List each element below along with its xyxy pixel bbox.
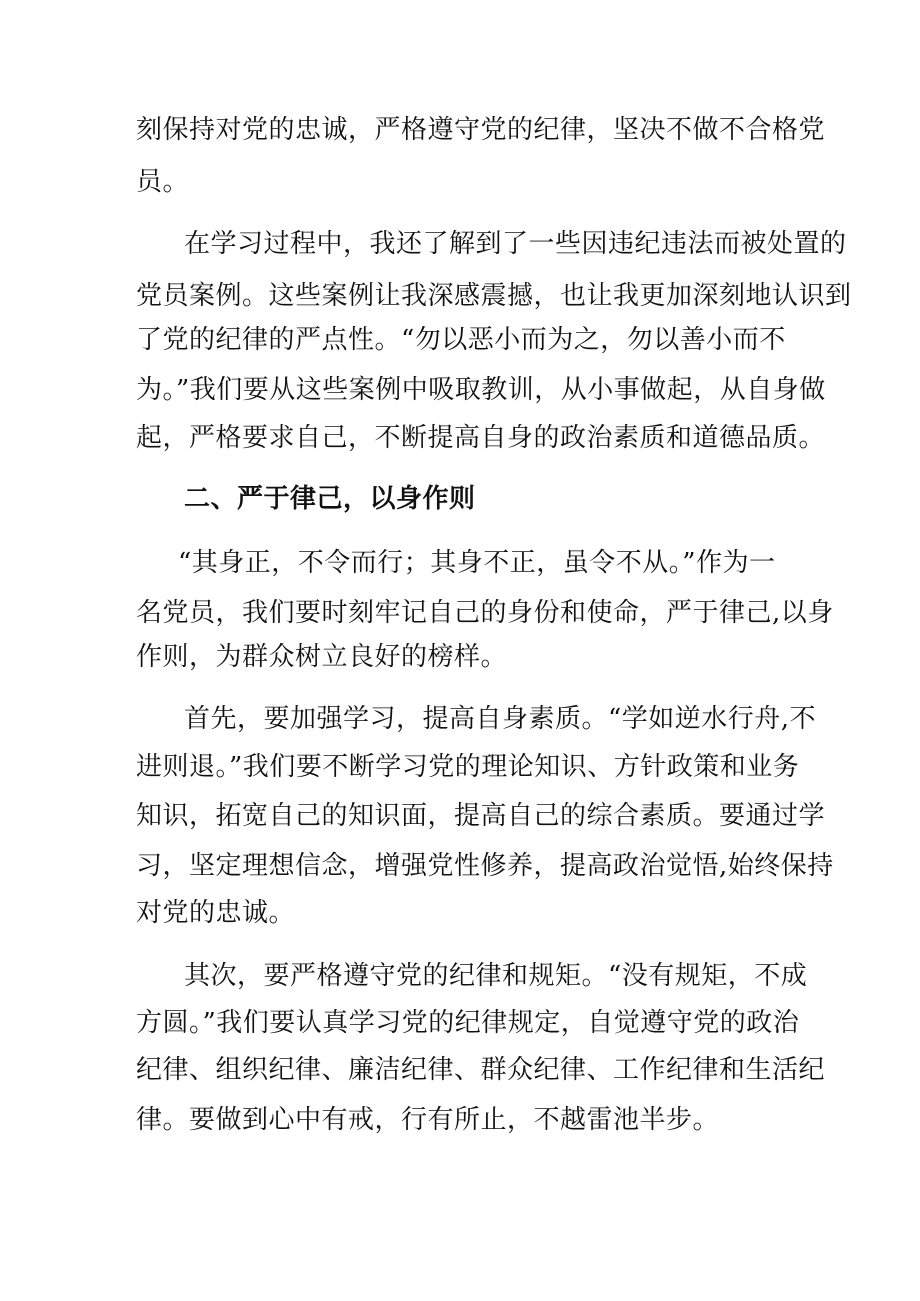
text-line: 刻保持对党的忠诚，严格遵守党的纪律，坚决不做不合格党 — [136, 115, 826, 145]
text-line: 方圆。”我们要认真学习党的纪律规定，自觉遵守党的政治 — [136, 1008, 800, 1038]
text-line: 习，坚定理想信念，增强党性修养，提高政治觉悟,始终保持 — [136, 851, 834, 881]
text-line: 了党的纪律的严点性。“勿以恶小而为之，勿以善小而不 — [136, 325, 786, 355]
text-line: 为。”我们要从这些案例中吸取教训，从小事做起，从自身做 — [136, 375, 826, 405]
text-line: 名党员，我们要时刻牢记自己的身份和使命，严于律己,以身 — [136, 598, 834, 628]
text-line: 首先，要加强学习，提高自身素质。“学如逆水行舟,不 — [184, 704, 817, 734]
text-line: 进则退。”我们要不断学习党的理论知识、方针政策和业务 — [136, 752, 800, 782]
text-line: 律。要做到心中有戒，行有所止，不越雷池半步。 — [136, 1105, 720, 1135]
text-line: 对党的忠诚。 — [136, 898, 296, 928]
section-heading: 二、严于律己，以身作则 — [184, 484, 476, 514]
text-line: 起，严格要求自己，不断提高自身的政治素质和道德品质。 — [136, 423, 826, 453]
text-line: “其身正，不令而行；其身不正，虽令不从。”作为一 — [178, 548, 776, 578]
text-line: 党员案例。这些案例让我深感震撼，也让我更加深刻地认识到 — [136, 281, 852, 311]
text-line: 知识，拓宽自己的知识面，提高自己的综合素质。要通过学 — [136, 801, 826, 831]
text-line: 作则，为群众树立良好的榜样。 — [136, 642, 508, 672]
text-line: 纪律、组织纪律、廉洁纪律、群众纪律、工作纪律和生活纪 — [136, 1055, 826, 1085]
text-line: 在学习过程中，我还了解到了一些因违纪违法而被处置的 — [184, 229, 847, 259]
text-line: 员。 — [136, 167, 190, 197]
text-line: 其次，要严格遵守党的纪律和规矩。“没有规矩，不成 — [184, 961, 808, 991]
